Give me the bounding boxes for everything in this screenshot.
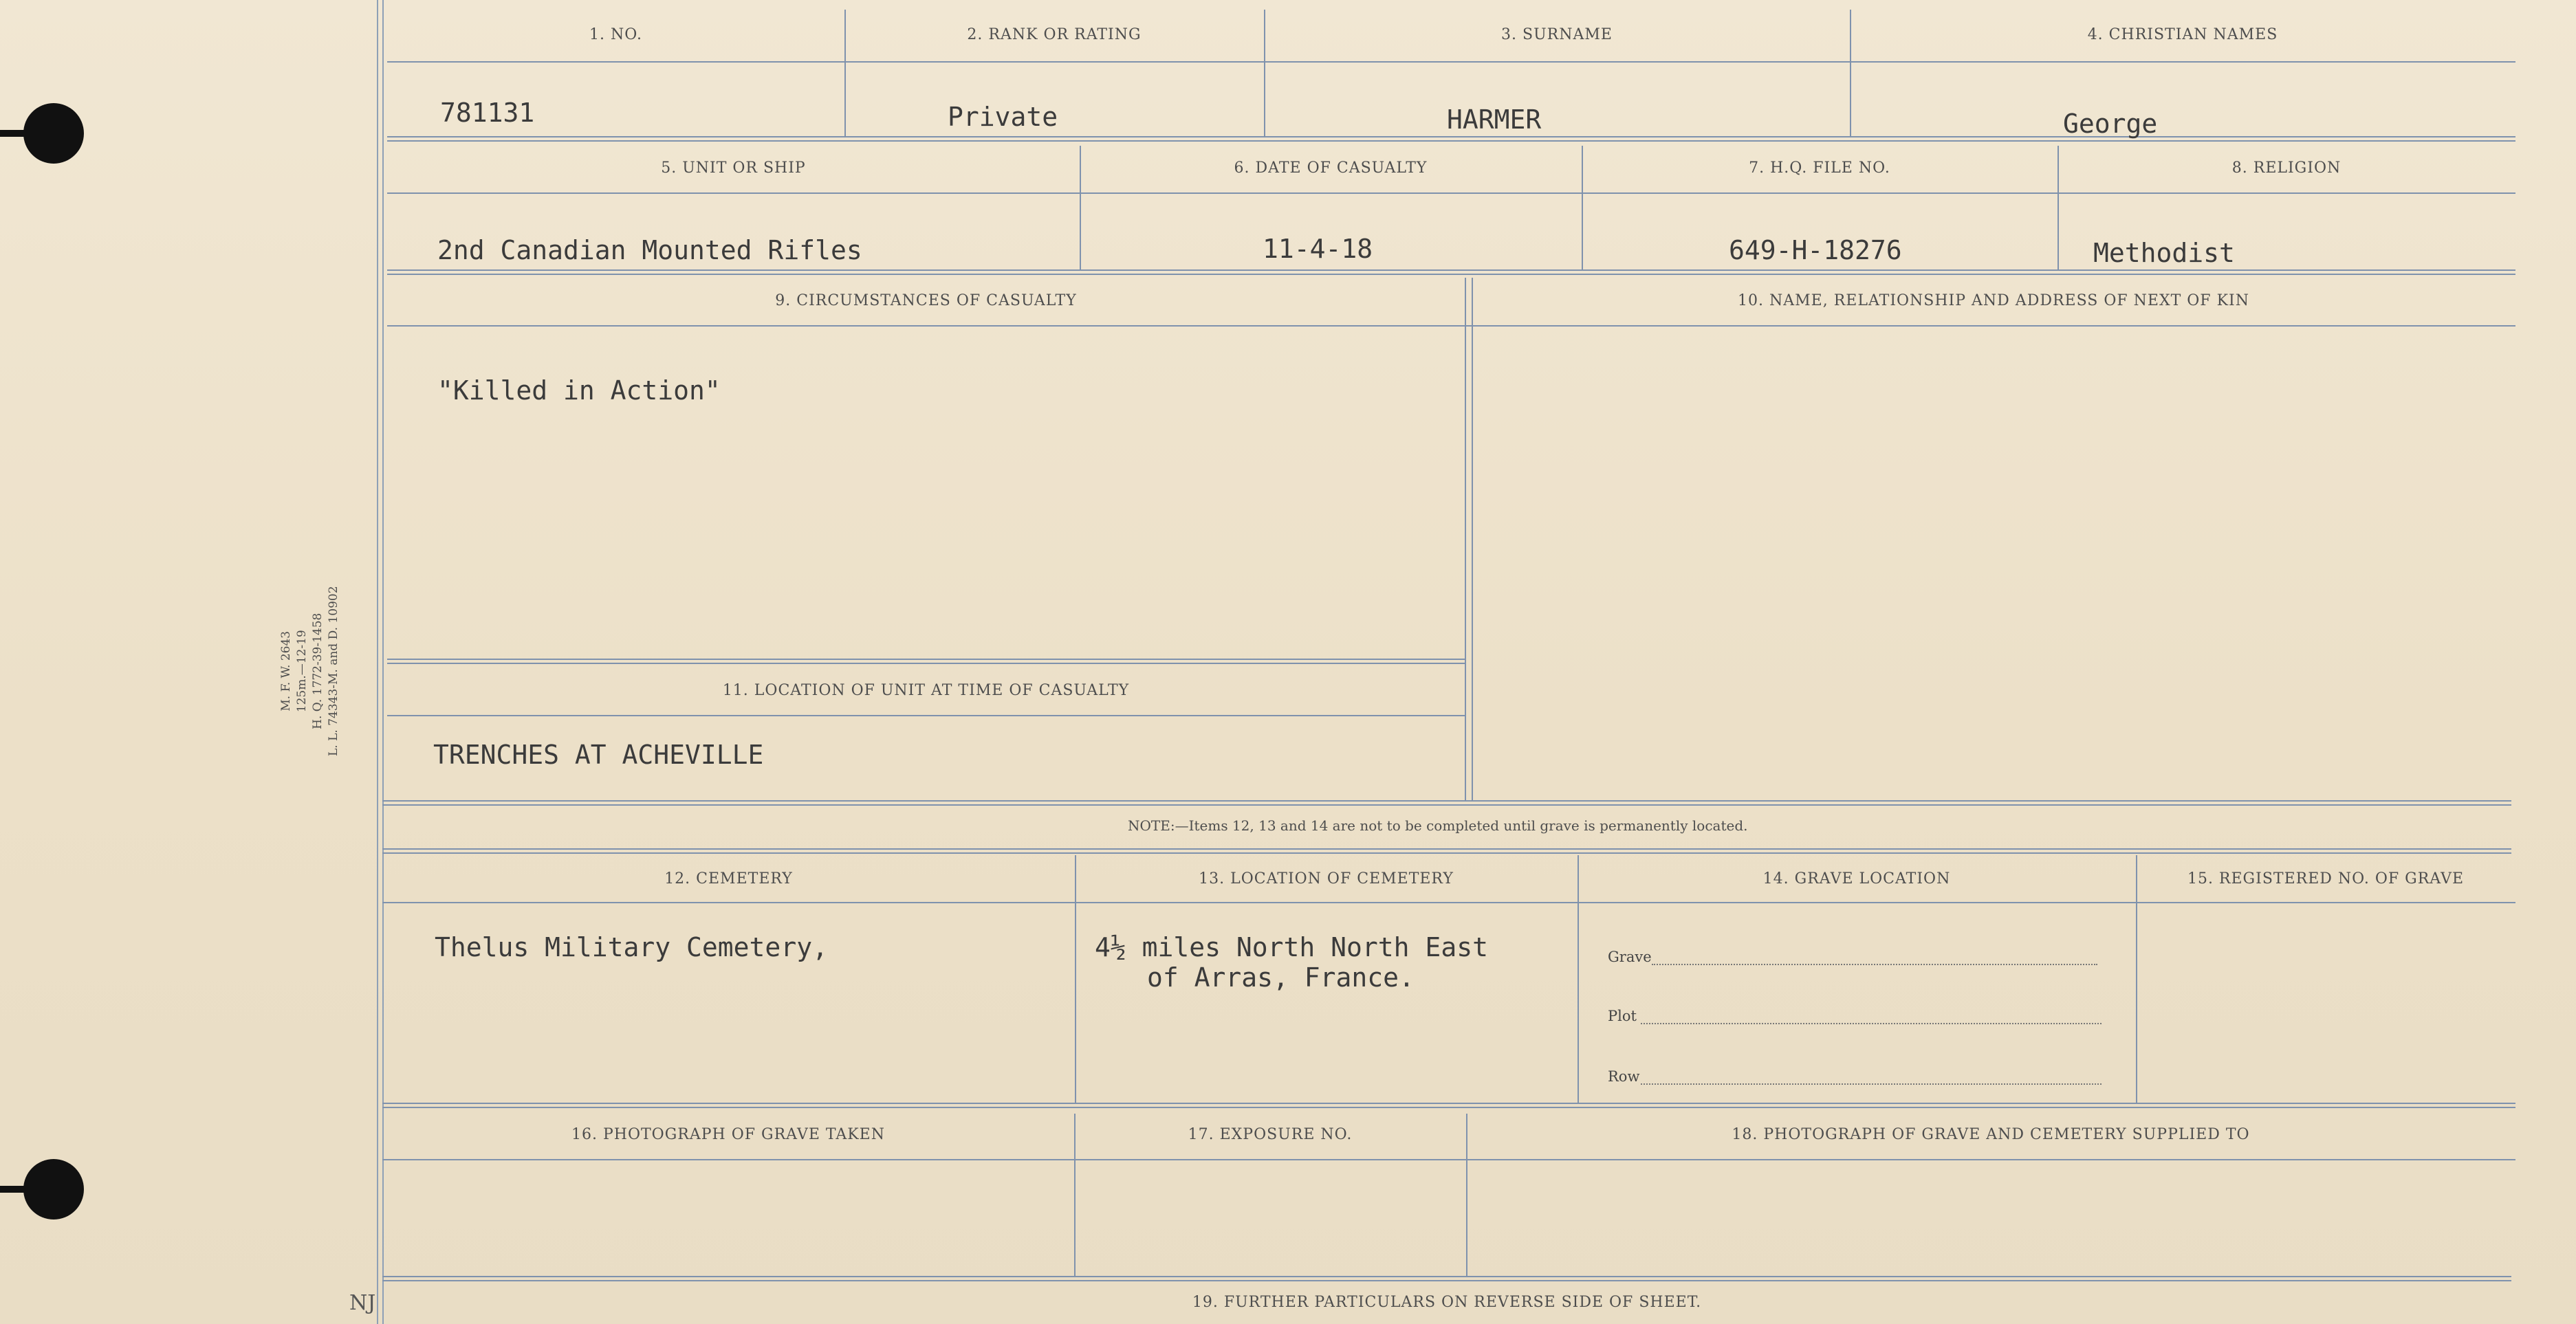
rule: [387, 715, 1465, 716]
divider: [1075, 855, 1076, 1103]
label-cemetery: 12. CEMETERY: [664, 870, 793, 887]
divider: [1465, 278, 1466, 800]
form-print-reference: [279, 586, 342, 756]
value-surname: HARMER: [1447, 104, 1542, 135]
label-surname: 3. SURNAME: [1501, 26, 1613, 43]
value-cemetery: Thelus Military Cemetery,: [435, 932, 828, 962]
label-number: 1. NO.: [589, 26, 642, 43]
plot-label: Plot: [1608, 1008, 1637, 1024]
label-hq-file-no: 7. H.Q. FILE NO.: [1749, 159, 1890, 177]
value-location-of-cemetery-line2: of Arras, France.: [1147, 962, 1415, 993]
label-location-of-unit: 11. LOCATION OF UNIT AT TIME OF CASUALTY: [722, 682, 1130, 699]
punch-hole-bottom: [23, 1159, 84, 1220]
rule: [387, 659, 1465, 664]
label-circumstances: 9. CIRCUMSTANCES OF CASUALTY: [775, 292, 1077, 309]
value-date-of-casualty: 11-4-18: [1263, 234, 1373, 264]
label-unit: 5. UNIT OR SHIP: [661, 159, 806, 177]
label-photograph-supplied-to: 18. PHOTOGRAPH OF GRAVE AND CEMETERY SUPPLIED TO: [1732, 1126, 2250, 1143]
grave-label: Grave: [1608, 949, 1652, 965]
label-grave-location: 14. GRAVE LOCATION: [1762, 870, 1951, 887]
label-registered-no: 15. REGISTERED NO. OF GRAVE: [2187, 870, 2465, 887]
row-label: Row: [1608, 1068, 1640, 1085]
value-circumstances: "Killed in Action": [437, 375, 721, 406]
note-text: NOTE:—Items 12, 13 and 14 are not to be completed until grave is permanently located.: [1128, 817, 1748, 834]
value-location-of-cemetery-line1: 4½ miles North North East: [1095, 932, 1488, 962]
rule: [382, 1159, 2515, 1160]
rule: [382, 800, 2511, 806]
value-number: 781131: [440, 98, 535, 128]
rule: [387, 269, 2515, 275]
label-religion: 8. RELIGION: [2231, 159, 2342, 177]
side-print-line: H. Q. 1772-39-1458: [311, 613, 325, 729]
corner-mark: NJ: [349, 1291, 376, 1315]
rule: [387, 61, 2515, 63]
stub-divider: [377, 0, 378, 1324]
rule: [387, 136, 2515, 142]
row-dotted-line: [1641, 1083, 2102, 1085]
divider: [2136, 855, 2137, 1103]
value-unit: 2nd Canadian Mounted Rifles: [437, 235, 862, 265]
label-exposure-no: 17. EXPOSURE NO.: [1188, 1126, 1353, 1143]
grave-dotted-line: [1652, 964, 2097, 965]
rule: [382, 1276, 2511, 1281]
rule: [382, 848, 2511, 854]
punch-hole-top: [23, 103, 84, 164]
label-location-of-cemetery: 13. LOCATION OF CEMETERY: [1199, 870, 1454, 887]
rule: [387, 192, 2515, 194]
value-christian-names: George: [2063, 109, 2158, 139]
side-print-line: L. L. 74343-M. and D. 10902: [327, 586, 340, 756]
rule: [387, 325, 2515, 327]
label-christian-names: 4. CHRISTIAN NAMES: [2087, 26, 2278, 43]
side-print-line: M. F. W. 2643: [279, 630, 293, 711]
divider: [1472, 278, 1473, 800]
label-next-of-kin: 10. NAME, RELATIONSHIP AND ADDRESS OF NEXT OF KIN: [1738, 292, 2249, 309]
divider: [1578, 855, 1579, 1103]
value-rank: Private: [948, 102, 1058, 132]
rule: [382, 902, 2515, 903]
value-location-of-unit: TRENCHES AT ACHEVILLE: [433, 740, 764, 770]
plot-dotted-line: [1641, 1023, 2102, 1024]
rule: [382, 1103, 2515, 1108]
label-further-particulars: 19. FURTHER PARTICULARS ON REVERSE SIDE OF SHEET.: [1192, 1294, 1702, 1311]
side-print-line: 125m.—12-19: [295, 630, 309, 713]
value-religion: Methodist: [2093, 238, 2235, 268]
label-date-of-casualty: 6. DATE OF CASUALTY: [1234, 159, 1428, 177]
label-rank: 2. RANK OR RATING: [967, 26, 1142, 43]
label-photograph-taken: 16. PHOTOGRAPH OF GRAVE TAKEN: [571, 1126, 885, 1143]
value-hq-file-no: 649-H-18276: [1729, 235, 1902, 265]
